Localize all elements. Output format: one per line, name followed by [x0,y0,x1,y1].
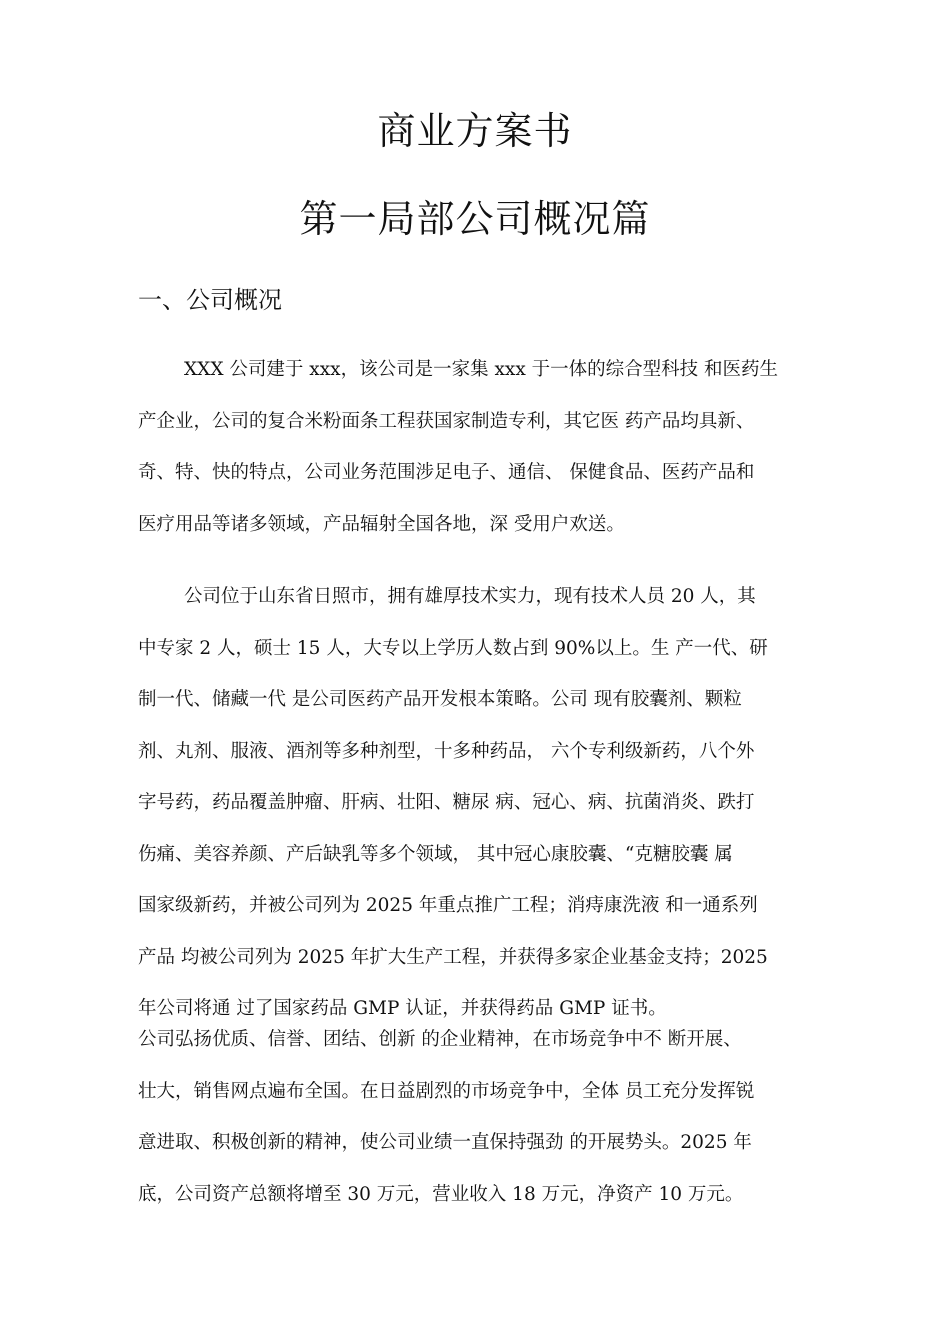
part-title: 第一局部公司概况篇 [299,197,651,241]
paragraph-line: 剂、丸剂、服液、酒剂等多种剂型，十多种药品， 六个专利级新药，八个外 [138,740,755,762]
paragraph-line: 产企业，公司的复合米粉面条工程获国家制造专利，其它医 药产品均具新、 [138,410,755,432]
document-title: 商业方案书 [377,109,573,153]
paragraph-line: 中专家 2 人，硕士 15 人，大专以上学历人数占到 90%以上。生 产一代、研 [138,637,768,659]
paragraph-company-spirit [138,1014,824,1220]
paragraph-line: 国家级新药，并被公司列为 2025 年重点推广工程；消痔康洗液 和一通系列 [138,895,758,916]
paragraph-line: 公司弘扬优质、信誉、团结、创新 的企业精神，在市场竞争中不 断开展、 [138,1029,742,1050]
paragraph-line: 底，公司资产总额将增至 30 万元，营业收入 18 万元，净资产 10 万元。 [138,1183,744,1205]
paragraph-line: 伤痛、美容养颜、产后缺乳等多个领域， 其中冠心康胶囊、“克糖胶囊 属 [138,843,733,865]
paragraph-line: 制一代、储藏一代 是公司医药产品开发根本策略。公司 现有胶囊剂、颗粒 [138,689,742,710]
paragraph-company-strength [138,571,824,1035]
paragraph-line: 产品 均被公司列为 2025 年扩大生产工程，并获得多家企业基金支持；2025 [138,946,768,968]
paragraph-line: 年公司将通 过了国家药品 GMP 认证，并获得药品 GMP 证书。 [138,998,667,1019]
paragraph-company-overview [138,344,824,550]
paragraph-line: 字号药，药品覆盖肿瘤、肝病、壮阳、糖尿 病、冠心、病、抗菌消炎、跌打 [138,792,755,813]
paragraph-line: XXX 公司建于 xxx，该公司是一家集 xxx 于一体的综合型科技 和医药生 [184,359,779,380]
paragraph-line: 奇、特、快的特点，公司业务范围涉足电子、通信、 保健食品、医药产品和 [138,462,755,483]
paragraph-line: 公司位于山东省日照市，拥有雄厚技术实力，现有技术人员 20 人，其 [184,586,756,607]
paragraph-line: 意进取、积极创新的精神，使公司业绩一直保持强劲 的开展势头。2025 年 [138,1132,752,1153]
section-heading: 一、公司概况 [138,286,282,314]
paragraph-line: 医疗用品等诸多领域，产品辐射全国各地，深 受用户欢送。 [138,513,625,535]
paragraph-line: 壮大，销售网点遍布全国。在日益剧烈的市场竞争中，全体 员工充分发挥锐 [138,1080,755,1102]
